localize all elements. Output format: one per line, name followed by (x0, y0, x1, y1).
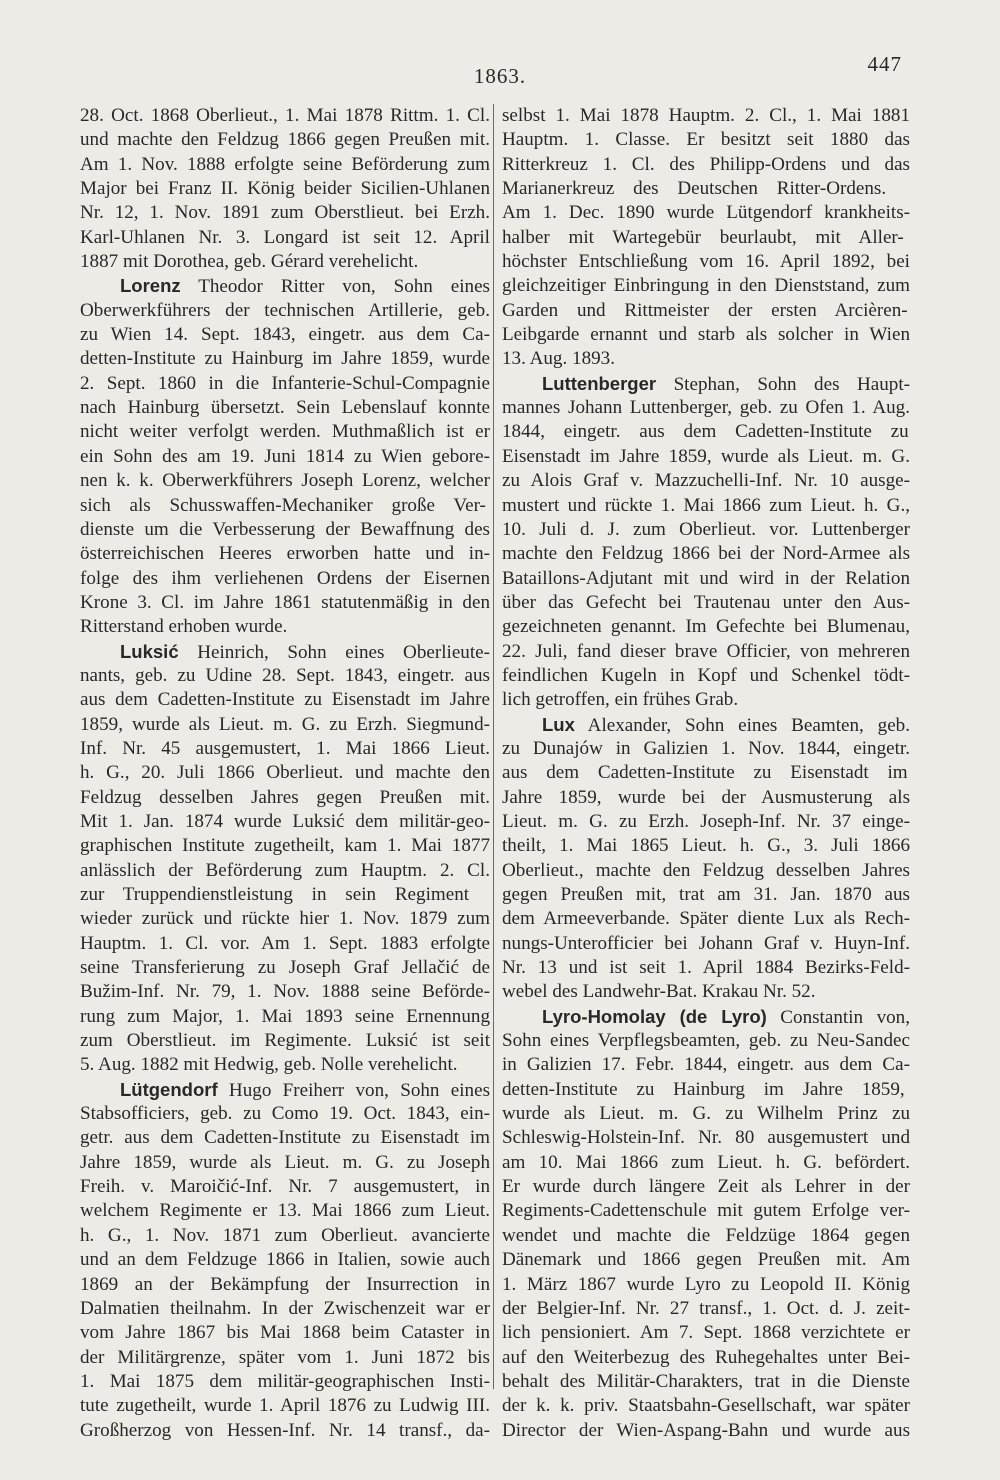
text-line (80, 591, 490, 615)
text-line (80, 713, 490, 737)
text-line (80, 226, 490, 250)
line-text: Hauptm. 1. Classe. Er besitzt seit 1880 das (502, 129, 910, 151)
text-line (502, 932, 910, 956)
line-text: feindlichen Kugeln in Kopf und Schenkel tödt- (502, 664, 910, 686)
line-text: h. G., 20. Juli 1866 Oberlieut. und machte den (80, 762, 490, 784)
text-line (80, 420, 490, 444)
line-text: Mit 1. Jan. 1874 wurde Luksić dem militär-geo- (80, 810, 490, 832)
text-line (502, 128, 910, 152)
line-text: detten-Institute zu Hainburg im Jahre 1859, wurde (80, 348, 490, 370)
text-line (502, 834, 910, 858)
line-text: Nr. 12, 1. Nov. 1891 zum Oberstlieut. bei Erzh. (80, 202, 490, 224)
text-line (80, 1053, 490, 1077)
text-line (502, 104, 910, 128)
entry-headword: Luksić (120, 640, 179, 662)
entry-headword: Lux (542, 713, 575, 735)
line-text: und machte den Feldzug 1866 gegen Preußen mit. (80, 129, 490, 151)
text-line (80, 907, 490, 931)
line-text: Sohn eines Verpflegsbeamten, geb. zu Neu-Sandec (502, 1030, 910, 1052)
text-line (502, 274, 910, 298)
line-text: detten-Institute zu Hainburg im Jahre 1859, (502, 1078, 905, 1100)
text-line (502, 883, 910, 907)
text-line (80, 518, 490, 542)
line-text: getr. aus dem Cadetten-Institute zu Eisenstadt im (80, 1127, 490, 1149)
line-text: 5. Aug. 1882 mit Hedwig, geb. Nolle verehelicht. (80, 1054, 458, 1076)
line-text: folge des ihm verliehenen Ordens der Eisernen (80, 567, 490, 589)
text-line (80, 810, 490, 834)
text-line (80, 347, 490, 371)
text-line (502, 737, 910, 761)
text-line (80, 737, 490, 761)
text-line (502, 591, 910, 615)
line-text: Oberlieut., machte den Feldzug desselben Jahres (502, 859, 910, 881)
text-line (80, 1273, 490, 1297)
line-text: Inf. Nr. 45 ausgemustert, 1. Mai 1866 Lieut. (80, 737, 490, 759)
text-line (502, 907, 910, 931)
line-text: Eisenstadt im Jahre 1859, wurde als Lieut. m. G. (502, 445, 910, 467)
line-text: höchster Entschließung vom 16. April 1892, bei (502, 251, 910, 273)
line-text: Ritterstand erhoben wurde. (80, 616, 288, 638)
line-text: machte den Feldzug 1866 bei der Nord-Armee als (502, 543, 910, 565)
text-line (80, 469, 490, 493)
line-text: gleichzeitiger Einbringung in den Dienststand, zum (502, 275, 910, 297)
line-text: Am 1. Dec. 1890 wurde Lütgendorf krankheits- (502, 202, 910, 224)
line-text: welchem Regimente er 13. Mai 1866 zum Lieut. (80, 1200, 490, 1222)
text-line (80, 1394, 490, 1418)
line-text: wendet und machte die Feldzüge 1864 gegen (502, 1224, 910, 1246)
line-text: Großherzog von Hessen-Inf. Nr. 14 transf., da- (80, 1419, 490, 1441)
line-text: zum Oberstlieut. im Regimente. Luksić ist seit (80, 1030, 490, 1052)
text-line (80, 542, 490, 566)
text-line (502, 1053, 910, 1077)
text-line (502, 153, 910, 177)
line-text: zu Alois Graf v. Mazzuchelli-Inf. Nr. 10 ausge- (502, 470, 910, 492)
line-text: mannes Johann Luttenberger, geb. zu Ofen 1. Aug. (502, 397, 910, 419)
entry-headword: Lorenz (120, 275, 181, 297)
line-text: Director der Wien-Aspang-Bahn und wurde aus (502, 1419, 910, 1441)
line-text: wurde als Lieut. m. G. zu Wilhelm Prinz zu (502, 1103, 910, 1125)
text-line (80, 445, 490, 469)
line-text: Krone 3. Cl. im Jahre 1861 statutenmäßig in den (80, 591, 490, 613)
text-line (80, 128, 490, 152)
text-line (80, 372, 490, 396)
text-line (80, 299, 490, 323)
line-text: Lieut. m. G. zu Erzh. Joseph-Inf. Nr. 37 einge- (502, 810, 910, 832)
text-line (502, 810, 910, 834)
text-line (80, 1029, 490, 1053)
text-line (80, 1102, 490, 1126)
line-text: Schleswig-Holstein-Inf. Nr. 80 ausgemustert und (502, 1127, 910, 1149)
text-line (502, 469, 910, 493)
text-line (80, 1419, 490, 1443)
line-text: tute zugetheilt, wurde 1. April 1876 zu Ludwig III. (80, 1395, 490, 1417)
text-line (80, 1346, 490, 1370)
text-line (502, 761, 910, 785)
line-text: in Galizien 17. Febr. 1844, eingetr. aus dem Ca- (502, 1054, 910, 1076)
line-text: Freih. v. Maroičić-Inf. Nr. 7 ausgemustert, in (80, 1176, 490, 1198)
text-line (502, 1029, 910, 1053)
text-line (502, 323, 910, 347)
line-text: nicht weiter verfolgt werden. Muthmaßlich ist er (80, 421, 490, 443)
line-text: Nr. 13 und ist seit 1. April 1884 Bezirks-Feld- (502, 957, 910, 979)
line-text: 22. Juli, fand dieser brave Officier, von mehreren (502, 640, 910, 662)
line-text: rung zum Major, 1. Mai 1893 seine Ernennung (80, 1005, 490, 1027)
text-line (80, 664, 490, 688)
line-text: gegen Preußen mit, trat am 31. Jan. 1870 aus (502, 884, 910, 905)
line-text: aus dem Cadetten-Institute zu Eisenstadt im (502, 762, 908, 784)
line-text: Er wurde durch längere Zeit als Lehrer in der (502, 1176, 910, 1198)
entry-headword: Lütgendorf (120, 1078, 218, 1100)
text-line (80, 615, 490, 639)
text-line (502, 1394, 910, 1418)
text-line (80, 396, 490, 420)
text-line (502, 1321, 910, 1345)
line-text: Karl-Uhlanen Nr. 3. Longard ist seit 12. April (80, 226, 490, 248)
text-line (80, 1370, 490, 1394)
text-line (502, 567, 910, 591)
line-text: selbst 1. Mai 1878 Hauptm. 2. Cl., 1. Mai 1881 (502, 105, 910, 126)
left-text-column (80, 104, 490, 1443)
line-text: Stephan, Sohn des Haupt- (656, 373, 910, 395)
text-line (80, 1199, 490, 1223)
text-line (502, 201, 910, 225)
line-text: Am 1. Nov. 1888 erfolgte seine Beförderung zum (80, 153, 490, 175)
line-text: 1. März 1867 wurde Lyro zu Leopold II. König (502, 1273, 910, 1295)
line-text: nach Hainburg übersetzt. Sein Lebenslauf konnte (80, 397, 490, 419)
text-line (502, 1370, 910, 1394)
line-text: Dalmatien theilnahm. In der Zwischenzeit war er (80, 1297, 490, 1319)
line-text: Ritterkreuz 1. Cl. des Philipp-Ordens und das (502, 153, 910, 175)
line-text: ein Sohn des am 19. Juni 1814 zu Wien gebore- (80, 445, 490, 467)
column-divider (493, 104, 494, 1389)
line-text: zu Dunajów in Galizien 1. Nov. 1844, eingetr. (502, 737, 910, 759)
line-text: über das Gefecht bei Trautenau unter den Aus- (502, 591, 910, 613)
line-text: wieder zurück und rückte hier 1. Nov. 1879 zum (80, 908, 490, 930)
text-line (80, 834, 490, 858)
text-line (80, 567, 490, 591)
text-line (80, 1175, 490, 1199)
line-text: Stabsofficiers, geb. zu Como 19. Oct. 1843, ein- (80, 1103, 490, 1125)
text-line (80, 104, 490, 128)
line-text: sich als Schusswaffen-Mechaniker große Ver- (80, 494, 486, 516)
line-text: halber mit Wartegebür beurlaubt, mit Aller- (502, 226, 904, 248)
text-line (80, 201, 490, 225)
entry-first-line (80, 640, 490, 664)
text-line (80, 956, 490, 980)
text-line (80, 323, 490, 347)
line-text: Regiments-Cadettenschule mit gutem Erfolge ver- (502, 1200, 910, 1222)
text-line (80, 761, 490, 785)
line-text: graphischen Institute zugetheilt, kam 1. Mai 1877 (80, 835, 490, 857)
line-text: der k. k. priv. Staatsbahn-Gesellschaft, war später (502, 1395, 910, 1417)
text-line (502, 640, 910, 664)
line-text: Constantin von, (766, 1006, 910, 1028)
text-line (502, 1419, 910, 1443)
text-line (80, 859, 490, 883)
text-line (80, 688, 490, 712)
line-text: nen k. k. Oberwerkführers Joseph Lorenz, welcher (80, 470, 490, 492)
line-text: h. G., 1. Nov. 1871 zum Oberlieut. avancierte (80, 1224, 490, 1246)
line-text: 28. Oct. 1868 Oberlieut., 1. Mai 1878 Rittm. 1. Cl. (80, 105, 490, 126)
text-line (502, 859, 910, 883)
line-text: 10. Juli d. J. zum Oberlieut. vor. Luttenberger (502, 518, 910, 540)
line-text: Dänemark und 1866 gegen Preußen mit. Am (502, 1249, 910, 1271)
text-line (502, 445, 910, 469)
line-text: lich pensioniert. Am 7. Sept. 1868 verzichtete er (502, 1322, 910, 1344)
line-text: auf den Weiterbezug des Ruhegehaltes unter Bei- (502, 1346, 910, 1368)
text-line (502, 1175, 910, 1199)
line-text: Major bei Franz II. König beider Sicilien-Uhlanen (80, 178, 490, 200)
text-line (502, 615, 910, 639)
line-text: anlässlich der Beförderung zum Hauptm. 2. Cl. (80, 859, 490, 881)
text-line (502, 347, 910, 371)
line-text: seine Transferierung zu Joseph Graf Jellačić de (80, 957, 490, 979)
text-line (502, 664, 910, 688)
text-line (502, 1078, 910, 1102)
text-line (80, 980, 490, 1004)
line-text: Theodor Ritter von, Sohn eines (180, 276, 490, 298)
entry-headword: Lyro-Homolay (de Lyro) (542, 1005, 767, 1027)
text-line (502, 1151, 910, 1175)
line-text: lich getroffen, ein frühes Grab. (502, 689, 739, 711)
line-text: Garden und Rittmeister der ersten Arcièren- (502, 299, 908, 321)
line-text: 1869 an der Bekämpfung der Insurrection in (80, 1273, 490, 1295)
entry-first-line (502, 713, 910, 737)
text-line (502, 250, 910, 274)
text-line (502, 1126, 910, 1150)
text-line (502, 494, 910, 518)
text-line (80, 932, 490, 956)
text-line (502, 1102, 910, 1126)
text-line (80, 1126, 490, 1150)
right-text-column (502, 104, 910, 1443)
line-text: aus dem Cadetten-Institute zu Eisenstadt im Jahre (80, 689, 490, 711)
line-text: Bataillons-Adjutant mit und wird in der Relation (502, 567, 910, 589)
text-line (502, 542, 910, 566)
line-text: nants, geb. zu Udine 28. Sept. 1843, eingetr. aus (80, 664, 490, 686)
running-header-year: 1863. (473, 64, 527, 88)
text-line (502, 1273, 910, 1297)
text-line (502, 786, 910, 810)
text-line (80, 883, 490, 907)
text-line (80, 494, 490, 518)
text-line (502, 226, 910, 250)
text-line (80, 786, 490, 810)
text-line (502, 956, 910, 980)
text-line (502, 688, 910, 712)
entry-headword: Luttenberger (542, 372, 657, 394)
line-text: webel des Landwehr-Bat. Krakau Nr. 52. (502, 981, 816, 1003)
line-text: vom Jahre 1867 bis Mai 1868 beim Cataster in (80, 1322, 490, 1344)
page-number: 447 (867, 52, 902, 76)
line-text: Jahre 1859, wurde bei der Ausmusterung als (502, 786, 910, 808)
line-text: 1859, wurde als Lieut. m. G. zu Erzh. Siegmund- (80, 713, 490, 735)
line-text: mustert und rückte 1. Mai 1866 zum Lieut. h. G., (502, 494, 910, 516)
line-text: Jahre 1859, wurde als Lieut. m. G. zu Joseph (80, 1151, 490, 1173)
line-text: dem Armeeverbande. Später diente Lux als Rech- (502, 908, 910, 930)
line-text: der Belgier-Inf. Nr. 27 transf., 1. Oct. d. J. zeit- (502, 1297, 910, 1319)
entry-first-line (502, 372, 910, 396)
line-text: 1. Mai 1875 dem militär-geographischen Insti- (80, 1370, 490, 1392)
text-line (502, 420, 910, 444)
text-line (502, 177, 910, 201)
line-text: der Militärgrenze, später vom 1. Juni 1872 bis (80, 1346, 490, 1368)
line-text: Alexander, Sohn eines Beamten, geb. (574, 714, 910, 736)
line-text: Marianerkreuz des Deutschen Ritter-Ordens. (502, 178, 887, 200)
text-line (80, 1248, 490, 1272)
text-line (502, 1297, 910, 1321)
line-text: am 10. Mai 1866 zum Lieut. h. G. befördert. (502, 1151, 910, 1173)
text-line (502, 980, 910, 1004)
text-line (80, 1224, 490, 1248)
line-text: 1844, eingetr. aus dem Cadetten-Institute zu (502, 421, 909, 443)
text-line (80, 153, 490, 177)
line-text: Leibgarde ernannt und starb als solcher in Wien (502, 324, 910, 346)
line-text: Feldzug desselben Jahres gegen Preußen mit. (80, 786, 490, 808)
line-text: Heinrich, Sohn eines Oberlieute- (178, 641, 490, 663)
entry-first-line (80, 274, 490, 298)
line-text: 2. Sept. 1860 in die Infanterie-Schul-Compagnie (80, 372, 490, 394)
line-text: theilt, 1. Mai 1865 Lieut. h. G., 3. Juli 1866 (502, 835, 910, 857)
text-line (502, 1224, 910, 1248)
line-text: Hugo Freiherr von, Sohn eines (217, 1079, 490, 1101)
line-text: zur Truppendienstleistung in sein Regiment (80, 884, 470, 905)
text-line (502, 299, 910, 323)
line-text: Oberwerkführers der technischen Artillerie, geb. (80, 299, 490, 321)
line-text: nungs-Unterofficier bei Johann Graf v. Huyn-Inf. (502, 932, 910, 954)
entry-first-line (502, 1005, 910, 1029)
line-text: österreichischen Heeres erworben hatte und in- (80, 543, 490, 565)
text-line (502, 396, 910, 420)
line-text: Hauptm. 1. Cl. vor. Am 1. Sept. 1883 erfolgte (80, 932, 490, 954)
line-text: 1887 mit Dorothea, geb. Gérard verehelicht. (80, 251, 419, 273)
line-text: und an dem Feldzuge 1866 in Italien, sowie auch (80, 1249, 490, 1271)
text-line (502, 518, 910, 542)
entry-first-line (80, 1078, 490, 1102)
text-line (502, 1346, 910, 1370)
line-text: dienste um die Verbesserung der Bewaffnung des (80, 518, 490, 540)
line-text: gezeichneten genannt. Im Gefechte bei Blumenau, (502, 616, 910, 638)
line-text: zu Wien 14. Sept. 1843, eingetr. aus dem Ca- (80, 324, 490, 346)
line-text: 13. Aug. 1893. (502, 348, 615, 370)
text-line (80, 1151, 490, 1175)
text-line (80, 1321, 490, 1345)
text-line (80, 177, 490, 201)
text-line (502, 1199, 910, 1223)
text-line (502, 1248, 910, 1272)
text-line (80, 1297, 490, 1321)
line-text: Bužim-Inf. Nr. 79, 1. Nov. 1888 seine Beförde- (80, 981, 490, 1003)
text-line (80, 250, 490, 274)
text-line (80, 1005, 490, 1029)
line-text: behalt des Militär-Charakters, trat in die Dienste (502, 1370, 910, 1392)
